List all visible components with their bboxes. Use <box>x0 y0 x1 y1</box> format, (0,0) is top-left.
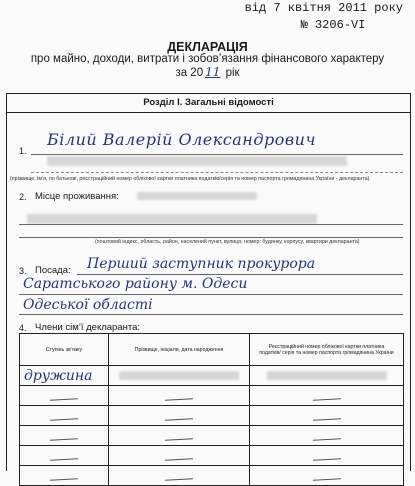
empty-dash <box>165 398 193 400</box>
empty-dash <box>312 478 340 480</box>
empty-dash <box>50 438 78 440</box>
field3-number: 3. <box>19 266 27 276</box>
relation-spouse: дружина <box>24 367 93 384</box>
document-title: ДЕКЛАРАЦІЯ <box>167 40 248 54</box>
field2-line2 <box>19 237 403 238</box>
relation-cell <box>20 366 109 386</box>
section-frame <box>6 93 411 471</box>
redacted-area <box>137 192 257 200</box>
field1-caption: (прізвище, ім’я, по батькові, реєстраційний номер облікової картки платника податків/серія та номер паспорта громадянина України - декларанта) <box>10 176 370 182</box>
empty-dash <box>165 458 193 460</box>
table-row <box>20 386 404 406</box>
empty-dash <box>50 418 78 420</box>
empty-dash <box>50 398 78 400</box>
empty-dash <box>50 458 78 460</box>
law-date: від 7 квітня 2011 року <box>244 1 403 15</box>
family-members-table <box>19 333 404 486</box>
year-prefix: за 20 <box>175 67 204 79</box>
tax-cell <box>250 366 404 386</box>
name-cell <box>109 366 250 386</box>
empty-dash <box>165 478 193 480</box>
declarant-name: Білий Валерій Олександрович <box>47 130 316 149</box>
position-line2: Саратського району м. Одеси <box>23 276 248 292</box>
field1-line2 <box>31 172 403 173</box>
field1-line <box>31 154 403 155</box>
field3-label: Посада: <box>35 265 71 276</box>
field3-line3 <box>19 314 403 315</box>
redacted-area <box>27 214 317 224</box>
table-row <box>20 406 404 426</box>
empty-dash <box>50 478 78 480</box>
redacted-area <box>119 371 239 380</box>
empty-dash <box>312 418 340 420</box>
law-number: № 3206-VI <box>300 18 366 32</box>
col-tax-id: Реєстраційний номер облікової картки платника податків/ серія та номер паспорта громадянина України <box>250 334 404 366</box>
field3-line1 <box>77 274 403 275</box>
document-subtitle: про майно, доходи, витрати і зобов’язання фінансового характеру <box>30 53 385 65</box>
position-line1: Перший заступник прокурора <box>87 256 316 272</box>
year-handwritten: 11 <box>205 65 221 79</box>
redacted-area <box>267 371 387 380</box>
col-relation: Ступінь зв’язку <box>20 334 109 366</box>
year-suffix: рік <box>225 67 240 79</box>
field2-number: 2. <box>19 192 27 202</box>
empty-dash <box>312 438 340 440</box>
declaration-year <box>0 65 415 79</box>
empty-dash <box>312 458 340 460</box>
field2-caption: (поштовий індекс, область, район, населений пункт, вулиця, номер: будинку, корпусу, квартири декларанта) <box>95 239 360 245</box>
field1-number: 1. <box>19 146 27 156</box>
table-row <box>20 426 404 446</box>
empty-dash <box>165 438 193 440</box>
empty-dash <box>312 398 340 400</box>
table-row <box>20 366 404 386</box>
law-reference <box>245 0 403 34</box>
field2-label: Місце проживання: <box>35 191 119 202</box>
field4-number: 4. <box>19 323 27 333</box>
redacted-area <box>47 156 347 166</box>
col-name: Прізвище, ініціали, дата народження <box>109 334 250 366</box>
section-title: Розділ І. Загальні відомості <box>7 94 410 113</box>
table-row <box>20 446 404 466</box>
position-line3: Одеської області <box>23 297 153 313</box>
table-row <box>20 466 404 486</box>
empty-dash <box>165 418 193 420</box>
field3-line2 <box>19 294 403 295</box>
field2-line <box>19 224 403 225</box>
field4-label: Члени сім’ї декларанта: <box>35 322 141 333</box>
